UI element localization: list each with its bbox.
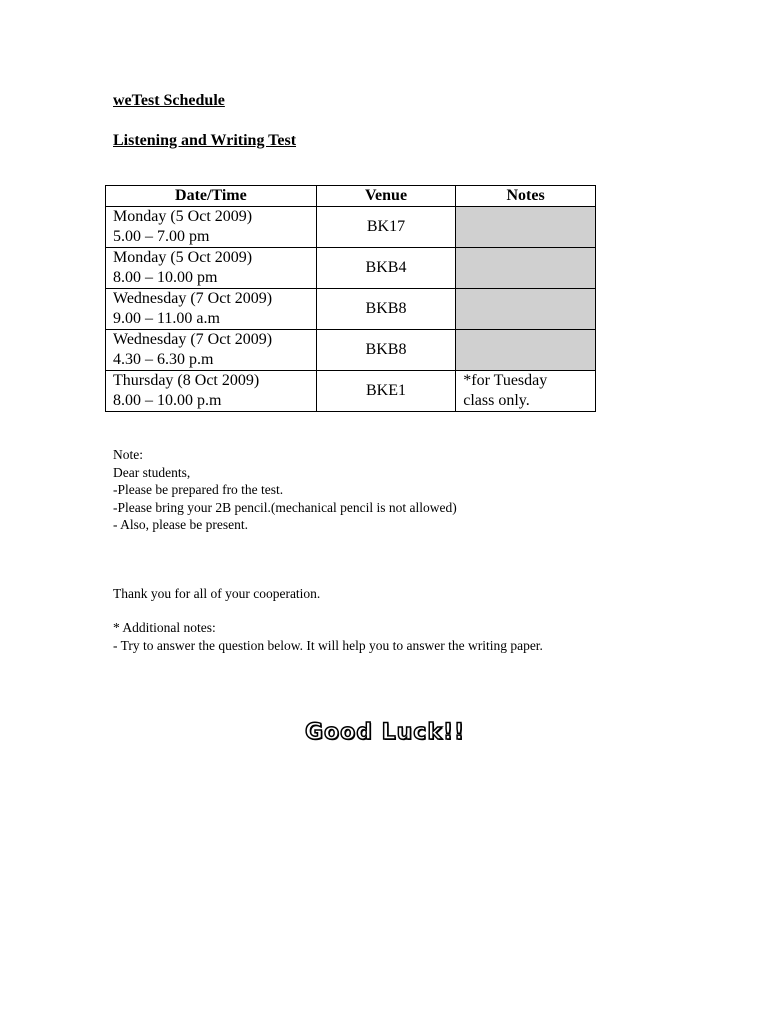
table-row	[106, 330, 596, 371]
additional-notes-line: - Try to answer the question below. It will help you to answer the writing paper.	[113, 637, 543, 653]
notes-cell	[456, 330, 596, 371]
venue-cell: BKB4	[316, 248, 455, 289]
table-row	[106, 289, 596, 330]
notes-text-line2: class only.	[463, 392, 530, 409]
date-time-cell	[106, 248, 317, 289]
venue-cell: BKB8	[316, 289, 455, 330]
document-title: weTest Schedule	[113, 92, 225, 109]
venue-cell: BKB8	[316, 330, 455, 371]
schedule-table	[105, 185, 596, 412]
date-text: Thursday (8 Oct 2009)	[113, 372, 260, 389]
notes-cell	[456, 371, 596, 412]
date-text: Wednesday (7 Oct 2009)	[113, 290, 273, 307]
note-heading: Note:	[113, 447, 143, 462]
date-time-cell	[106, 330, 317, 371]
note-greeting: Dear students,	[113, 464, 191, 480]
note-section	[113, 446, 457, 534]
venue-cell: BK17	[316, 207, 455, 248]
document-subtitle: Listening and Writing Test	[113, 132, 297, 149]
venue-cell: BKE1	[316, 371, 455, 412]
date-text: Monday (5 Oct 2009)	[113, 249, 253, 266]
note-line: - Also, please be present.	[113, 517, 248, 533]
date-time-cell	[106, 207, 317, 248]
table-row	[106, 248, 596, 289]
date-text: Wednesday (7 Oct 2009)	[113, 331, 273, 348]
time-text: 5.00 – 7.00 pm	[113, 228, 210, 245]
notes-text-line1: *for Tuesday	[463, 372, 548, 389]
header-date-time: Date/Time	[106, 186, 317, 207]
additional-notes-section	[113, 619, 543, 654]
thanks-text: Thank you for all of your cooperation.	[113, 586, 321, 601]
notes-cell	[456, 289, 596, 330]
date-text: Monday (5 Oct 2009)	[113, 208, 253, 225]
table-header-row	[106, 186, 596, 207]
additional-notes-heading: * Additional notes:	[113, 620, 216, 635]
time-text: 4.30 – 6.30 p.m	[113, 351, 214, 368]
notes-cell	[456, 248, 596, 289]
notes-cell	[456, 207, 596, 248]
time-text: 8.00 – 10.00 p.m	[113, 392, 222, 409]
date-time-cell	[106, 289, 317, 330]
table-row	[106, 207, 596, 248]
header-venue: Venue	[316, 186, 455, 207]
header-notes: Notes	[456, 186, 596, 207]
note-line: -Please bring your 2B pencil.(mechanical pencil is not allowed)	[113, 499, 457, 515]
good-luck-banner: Good Luck!!	[304, 720, 466, 745]
date-time-cell	[106, 371, 317, 412]
note-line: -Please be prepared fro the test.	[113, 482, 284, 498]
time-text: 9.00 – 11.00 a.m	[113, 310, 220, 327]
time-text: 8.00 – 10.00 pm	[113, 269, 218, 286]
table-row	[106, 371, 596, 412]
